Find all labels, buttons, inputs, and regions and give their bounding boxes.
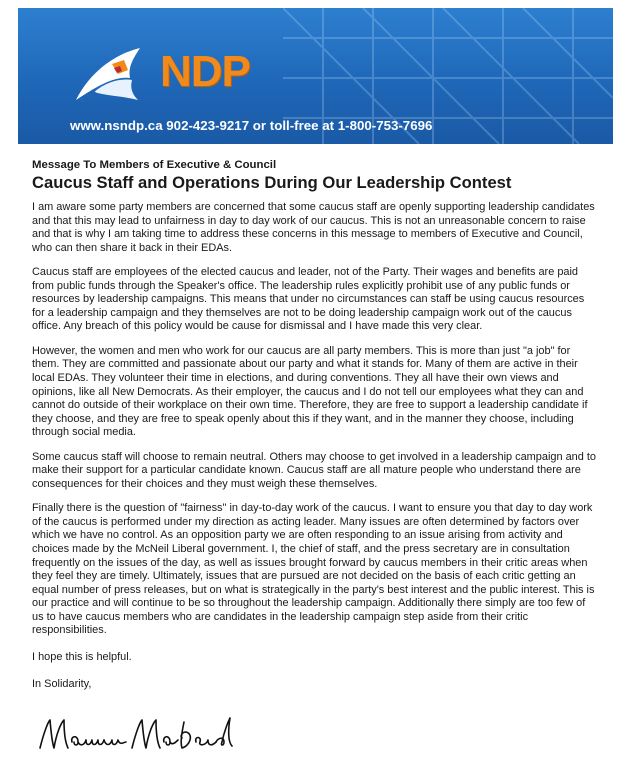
letter-kicker: Message To Members of Executive & Council (32, 159, 277, 171)
helpful-line: I hope this is helpful. (32, 650, 132, 663)
ndp-flag-logo-icon (70, 42, 158, 114)
paragraph-3: However, the women and men who work for our caucus are all party members. This is more than just "a job" for them. They are committed and passionate about our party and what it stands for. Many of them are active in their local EDAs. They volunteer their time in elections, and during conventions. They all have their own views and opinions, like all New Democrats. As their employer, the caucus and I do not tell our employees what they can and cannot do outside of their workplace on their own time. Therefore, they are free to support a leadership candidate if they choose, and they are free to speak openly about this if they want, and in the manner they choose, including through social media. (32, 344, 588, 439)
paragraph-1: I am aware some party members are concerned that some caucus staff are openly supporting leadership candidates and that this may lead to unfairness in day to day work of our caucus. This is not an unreasonable concern to raise and that is why I am taking time to address these concerns in this message to members of Executive and Council, who can then share it back in their EDAs. (32, 201, 595, 254)
paragraph-4: Some caucus staff will choose to remain neutral. Others may choose to get involved in a leadership campaign and to make their support for a particular candidate known. Caucus staff are all mature people who understand there are consequences for their choices and they must weigh these themselves. (32, 450, 596, 490)
handwritten-signature (34, 712, 254, 758)
letter-body (32, 158, 597, 692)
letter-title: Caucus Staff and Operations During Our Leadership Contest (32, 173, 512, 192)
contact-line: www.nsndp.ca 902-423-9217 or toll-free at 1-800-753-7696 (70, 118, 433, 133)
closing-line: In Solidarity, (32, 678, 92, 691)
ndp-banner (18, 8, 613, 144)
ndp-wordmark: NDP (160, 47, 250, 96)
paragraph-2: Caucus staff are employees of the elected caucus and leader, not of the Party. Their wages and benefits are paid from public funds through the Speaker's office. The leadership rules explicitly prohibit use of any public funds or resources by leadership campaigns. This means that under no circumstances can staff be using caucus resources for a leadership campaign and they themselves are not to be doing leadership campaign work out of the caucus office. Any breach of this policy would be cause for dismissal and I have made this very clear. (32, 266, 585, 333)
paragraph-5: Finally there is the question of "fairness" in day-to-day work of the caucus. I want to ensure you that day to day work of the caucus is performed under my direction as acting leader. Many issues are often determined by factors over which we have no control. As an opposition party we are often responding to an issue arising from activity and choices made by the McNeil Liberal government. I, the chief of staff, and the press secretary are in consultation frequently on the issues of the day, as well as issues brought forward by caucus members in their critic areas when they feel they are timely. Ultimately, issues that are pursued are not decided on the basis of each critic getting an equal number of press releases, but on what is strategically in the party's best interest and the public interest. This is our practice and will continue to be so throughout the leadership campaign. Additionally there simply are too few of us to have caucus members who are candidates in the leadership campaign step aside from their critic responsibilities. (32, 502, 595, 637)
